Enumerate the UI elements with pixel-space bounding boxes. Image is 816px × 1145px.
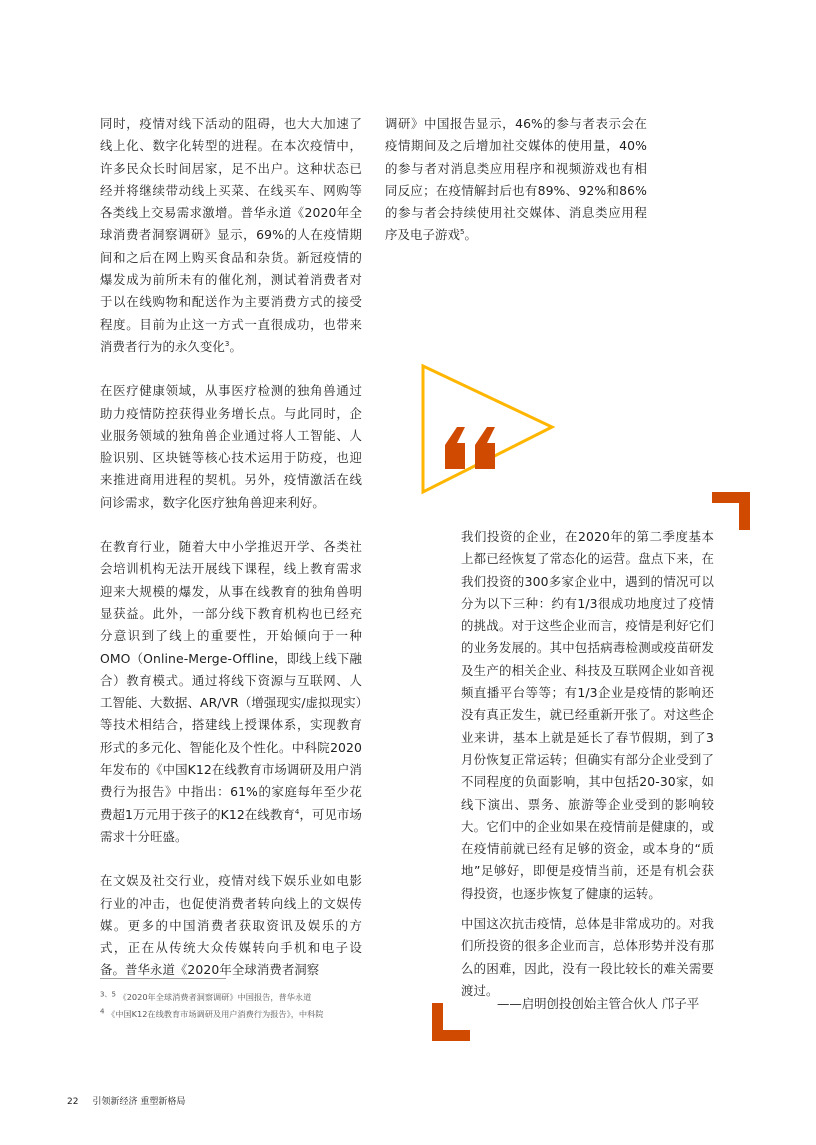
footnote-text: 《中国K12在线教育市场调研及用户消费行为报告》，中科院 [107, 1009, 324, 1019]
body-paragraph-healthcare: 在医疗健康领域，从事医疗检测的独角兽通过助力疫情防控获得业务增长点。与此同时，企业服务领域的独角兽企业通过将人工智能、人脸识别、区块链等核心技术运用于防疫，也迎来推进商用进程的契机。另外，疫情激活在线问诊需求，数字化医疗独角兽迎来利好。 [100, 383, 362, 510]
paragraph-text-tail: ，可见市场需求十分旺盛。 [100, 806, 362, 844]
footnote [100, 1006, 400, 1023]
paragraph-end: 。 [229, 338, 242, 354]
footnote-ref: 5 [459, 228, 465, 237]
quote-box [461, 526, 714, 1010]
page-number: 22 [67, 1097, 79, 1107]
page-footer [67, 1094, 185, 1107]
right-column [385, 113, 647, 269]
footnote [100, 989, 400, 1006]
paragraph-text: 调研》中国报告显示，46%的参与者表示会在疫情期间及之后增加社交媒体的使用量，40%的参与者对消息类应用程序和视频游戏也有相同反应；在疫情解封后也有89%、92%和86%的参与者会持续使用社交媒体、消息类应用程序及电子游戏 [385, 116, 647, 243]
body-paragraph-education [100, 536, 362, 848]
footnote-divider [100, 978, 226, 979]
paragraph-end: 。 [464, 227, 478, 243]
footnote-marks: 3、5 [100, 990, 116, 999]
corner-bracket-top-right-icon [712, 492, 752, 530]
footnote-ref: 3 [224, 339, 230, 348]
body-paragraph-social-media [385, 113, 647, 247]
paragraph-text: 在教育行业，随着大中小学推迟开学、各类社会培训机构无法开展线下课程，线上教育需求迎来大规模的爆发，从事在线教育的独角兽明显获益。此外，一部分线下教育机构也已经充分意识到了线上的重要性，开始倾向于一种OMO（Online-Merge-Offline，即线上线下融合）教育模式。通过将线下资源与互联网、人工智能、大数据、AR/VR（增强现实/虚拟现实）等技术相结合，搭建线上授课体系，实现教育形式的多元化、智能化及个性化。中科院2020年发布的《中国K12在线教育市场调研及用户消费行为报告》中指出：61%的家庭每年至少花费超1万元用于孩子的K12在线教育 [100, 539, 362, 822]
body-paragraph-online-transformation [100, 113, 362, 358]
footer-title: 引领新经济 重塑新格局 [92, 1097, 186, 1107]
footnote-text: 《2020年全球消费者洞察调研》中国报告，普华永道 [118, 992, 312, 1002]
footnote-marks: 4 [100, 1007, 105, 1016]
quote-paragraph: 中国这次抗击疫情，总体是非常成功的。对我们所投资的很多企业而言，总体形势并没有那么的困难，因此，没有一段比较长的难关需要渡过。 [461, 916, 714, 998]
left-column [100, 113, 362, 1004]
quote-attribution: ——启明创投创始主管合伙人 邝子平 [497, 996, 700, 1011]
quote-paragraph: 我们投资的企业，在2020年的第二季度基本上都已经恢复了常态化的运营。盘点下来，在我们投资的300多家企业中，遇到的情况可以分为以下三种：约有1/3很成功地度过了疫情的挑战。对于这些企业而言，疫情是利好它们的业务发展的。其中包括病毒检测或疫苗研发及生产的相关企业、科技及互联网企业如音视频直播平台等等；有1/3企业是疫情的影响还没有真正发生，就已经重新开张了。对这些企业来讲，基本上就是延长了春节假期，到了3月份恢复正常运转；但确实有部分企业受到了不同程度的负面影响，其中包括20-30家，如线下演出、票务、旅游等企业受到的影响较大。它们中的企业如果在疫情前是健康的，或在疫情前就已经有足够的资金，或本身的“质地”足够好，即便是疫情当前，还是有机会获得投资，也逐步恢复了健康的运转。 [461, 529, 714, 901]
body-paragraph-entertainment: 在文娱及社交行业，疫情对线下娱乐业如电影行业的冲击，也促使消费者转向线上的文娱传媒。更多的中国消费者获取资讯及娱乐的方式，正在从传统大众传媒转向手机和电子设备。普华永道《2020年全球消费者洞察 [100, 873, 362, 978]
footnotes [100, 989, 400, 1023]
paragraph-text: 同时，疫情对线下活动的阻碍，也大大加速了线上化、数字化转型的进程。在本次疫情中，许多民众长时间居家，足不出户。这种状态已经并将继续带动线上买菜、在线买车、网购等各类线上交易需求激增。普华永道《2020年全球消费者洞察调研》显示，69%的人在疫情期间和之后在网上购买食品和杂货。新冠疫情的爆发成为前所未有的催化剂，测试着消费者对于以在线购物和配送作为主要消费方式的接受程度。目前为止这一方式一直很成功，也带来消费者行为的永久变化 [100, 116, 362, 354]
quote-mark-icon [443, 425, 499, 473]
footnote-ref: 4 [294, 807, 300, 816]
